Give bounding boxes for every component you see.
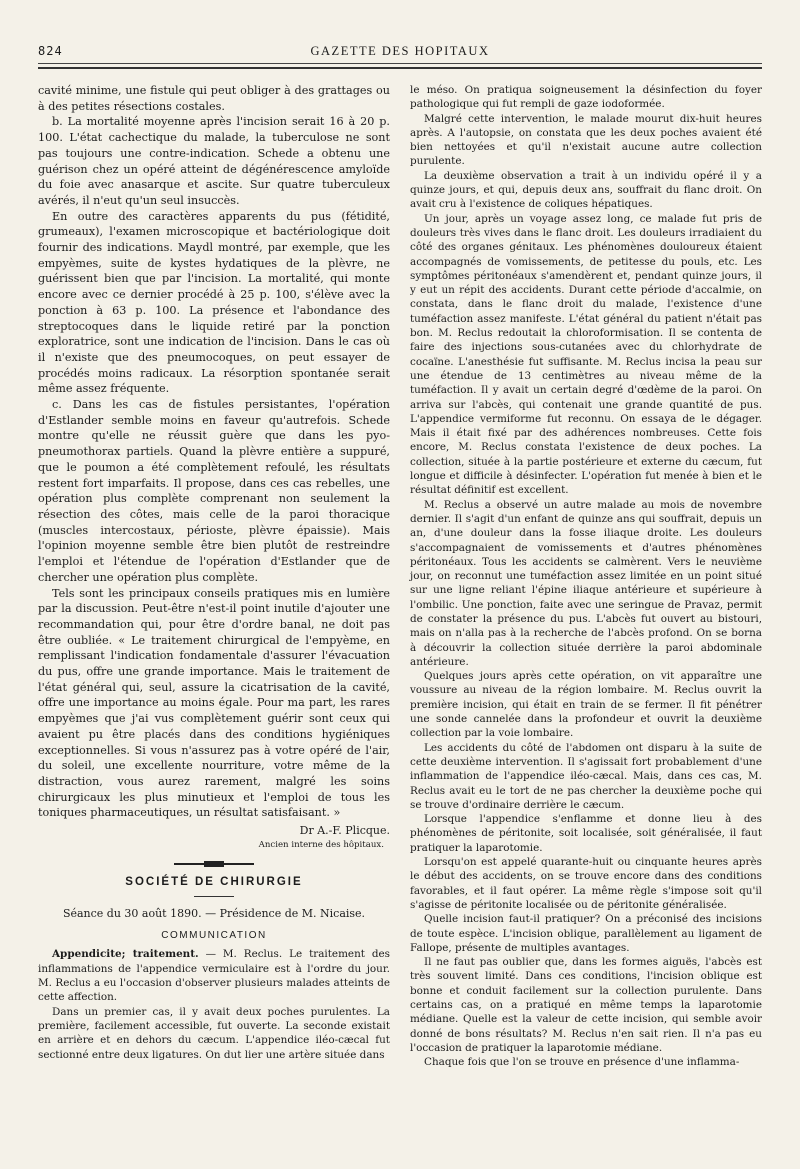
session-line: Séance du 30 août 1890. — Présidence de M. Nicaise. bbox=[62, 907, 366, 921]
author-signature bbox=[38, 823, 390, 851]
paragraph: Lorsque l'appendice s'enflamme et donne lieu à des phénomènes de péritonite, soit localisée, soit généralisée, il faut pratiquer la laparotomie. bbox=[410, 813, 762, 854]
paragraph: La deuxième observation a trait à un individu opéré il y a quinze jours, et qui, depuis deux ans, souffrait du flanc droit. On avait cru à l'existence de coliques hépatiques. bbox=[410, 169, 762, 211]
runin-text: Le traitement des inflammations de l'appendice vermiculaire est à l'ordre du jour. M. Reclus a eu l'occasion d'observer plusieurs malades atteints de cette affection. bbox=[38, 948, 390, 1004]
paragraph: Malgré cette intervention, le malade mourut dix-huit heures après. A l'autopsie, on constata que les deux poches avaient été bien nettoyées et qu'il n'existait aucune autre collection purulente. bbox=[410, 112, 762, 168]
paragraph: cavité minime, une fistule qui peut obliger à des grattages ou à des petites résections costales. bbox=[38, 84, 390, 113]
page-number: 824 bbox=[38, 44, 63, 58]
author-affiliation: Ancien interne des hôpitaux. bbox=[258, 839, 384, 850]
section-divider bbox=[174, 861, 254, 867]
journal-title: GAZETTE DES HOPITAUX bbox=[310, 44, 490, 58]
paragraph: Il ne faut pas oublier que, dans les formes aiguës, l'abcès est très souvent limité. Dans ces conditions, l'incision oblique est bonne et conduit facilement sur la collection purulente. Dans certains cas, on a pratiqué en même temps la laparotomie médiane. Quelle est la valeur de cette incision, qui semble avoir donné de bons résultats? M. Reclus n'en sait rien. Il n'a pas eu l'occasion de pratiquer la laparotomie médiane. bbox=[410, 956, 762, 1054]
running-head bbox=[38, 44, 762, 63]
paragraph-appendicite bbox=[38, 947, 390, 1004]
paragraph: En outre des caractères apparents du pus (fétidité, grumeaux), l'examen microscopique et bactériologique doit fournir des indications. Maydl montré, par exemple, que les empyèmes, suite de kystes hydatiques de la plèvre, ne guérissent bien que par l'incision. La mortalité, qui monte encore avec ce dernier procédé à 25 p. 100, s'élève avec la ponction à 63 p. 100. La présence et l'abondance des streptocoques dans le liquide retiré par la ponction exploratrice, sont une indication de l'incision. Dans le cas où il n'existe que des pneumocoques, on peut essayer de procédés moins radicaux. La résorption spontanée serait même assez fréquente. bbox=[38, 209, 390, 396]
paragraph: Chaque fois que l'on se trouve en présence d'une inflamma- bbox=[424, 1056, 740, 1069]
paragraph: Un jour, après un voyage assez long, ce malade fut pris de douleurs très vives dans le flanc droit. Les douleurs irradiaient du côté des organes génitaux. Les phénomènes douloureux étaient accompagnés de vomissements, de petitesse du pouls, etc. Les symptômes péritonéaux s'amendèrent et, pendant quinze jours, il y eut un répit des accidents. Durant cette période d'accalmie, on constata, dans le flanc droit du malade, l'existence d'une tuméfaction assez manifeste. L'état général du patient n'était pas bon. M. Reclus redoutait la chloroformisation. Il se contenta de faire des injections sous-cutanées avec du chlorhydrate de cocaïne. L'anesthésie fut suffisante. M. Reclus incisa la peau sur une étendue de 13 centimètres au niveau même de la tuméfaction. Il y avait un certain degré d'œdème de la paroi. On arriva sur l'abcès, qui contenait une grande quantité de pus. L'appendice vermiforme fut reconnu. On essaya de le dégager. Mais il était fixé par des adhérences nombreuses. Cette fois encore, M. Reclus constata l'existence de deux poches. La collection, située à la partie postérieure et externe du cæcum, fut longue et difficile à désinfecter. L'opération fut menée à bien et le résultat définitif est excellent. bbox=[410, 212, 762, 497]
paragraph: Tels sont les principaux conseils pratiques mis en lumière par la discussion. Peut-être n'est-il point inutile d'ajouter une recommandation qui, pour être d'ordre banal, ne doit pas être oubliée. « Le traitement chirurgical de l'empyème, en remplissant l'indication fondamentale d'assurer l'évacuation du pus, offre une grande importance. Mais le traitement de l'état général qui, seul, assure la cicatrisation de la cavité, offre une importance au moins égale. Pour ma part, les rares empyèmes que j'ai vus complètement guérir sont ceux qui avaient pu être placés dans des conditions hygiéniques exceptionnelles. Si vous n'assurez pas à votre opéré de l'air, du soleil, une excellente nourriture, votre même de la distraction, vous aurez rarement, malgré les soins chirurgicaux les plus minutieux et l'emploi de tous les toniques pharmaceutiques, un résultat satisfaisant. » bbox=[38, 586, 390, 820]
paragraph: b. La mortalité moyenne après l'incision serait 16 à 20 p. 100. L'état cachectique du malade, la tuberculose ne sont pas toujours une contre-indication. Schede a obtenu une guérison chez un opéré atteint de dégénérescence amyloïde du foie avec anasarque et ascite. Sur quatre tuberculeux avérés, il n'eut qu'un seul insuccès. bbox=[38, 115, 390, 207]
paragraph: Quelle incision faut-il pratiquer? On a préconisé des incisions de toute espèce. L'incision oblique, parallèlement au ligament de Fallope, présente de multiples avantages. bbox=[410, 913, 762, 954]
paragraph: M. Reclus a observé un autre malade au mois de novembre dernier. Il s'agit d'un enfant de quinze ans qui souffrait, depuis un an, d'une douleur dans la fosse iliaque droite. Les douleurs s'accompagnaient de vomissements et d'autres phénomènes péritonéaux. Tous les accidents se calmèrent. Vers le neuvième jour, on reconnut une tuméfaction assez limitée en un point situé sur une ligne reliant l'épine iliaque antérieure et supérieure à l'ombilic. Une ponction, faite avec une seringue de Pravaz, permit de constater la présence du pus. L'abcès fut ouvert au bistouri, mais on n'alla pas à la recherche de l'abcès profond. On se borna à découvrir la collection située derrière la paroi abdominale antérieure. bbox=[410, 498, 762, 668]
paragraph: Quelques jours après cette opération, on vit apparaître une voussure au niveau de la région lombaire. M. Reclus ouvrit la première incision, qui était en train de se fermer. Il fit pénétrer une sonde cannelée dans la profondeur et ouvrit la deuxième collection par la voie lombaire. bbox=[410, 670, 762, 740]
paragraph: Dans un premier cas, il y avait deux poches purulentes. La première, facilement accessible, fut ouverte. La seconde existait en arrière et en dehors du cæcum. L'appendice iléo-cæcal fut sectionné entre deux ligatures. On dut lier une artère située dans bbox=[38, 1005, 390, 1061]
paragraph: Lorsqu'on est appelé quarante-huit ou cinquante heures après le début des accidents, on se trouve encore dans des conditions favorables, et il faut opérer. La même règle s'impose soit qu'il s'agisse de péritonite localisée ou de péritonite généralisée. bbox=[410, 856, 762, 911]
header-rule bbox=[38, 63, 762, 64]
text-columns bbox=[38, 83, 762, 1143]
paragraph: Les accidents du côté de l'abdomen ont disparu à la suite de cette deuxième intervention. Il s'agissait fort probablement d'une inflammation de l'appendice iléo-cæcal. Mais, dans ces cas, M. Reclus avait eu le tort de ne pas chercher la deuxième poche qui se trouve d'ordinaire derrière le cæcum. bbox=[410, 741, 762, 811]
left-column bbox=[38, 83, 390, 1143]
runin-title: Appendicite; traitement. bbox=[52, 948, 199, 961]
author-name: Dr A.-F. Plicque. bbox=[299, 824, 390, 838]
section-heading: SOCIÉTÉ DE CHIRURGIE bbox=[125, 875, 303, 888]
communication-label: COMMUNICATION bbox=[161, 929, 267, 941]
right-column bbox=[410, 83, 762, 1143]
header-rule-thick bbox=[38, 67, 762, 69]
paragraph: le méso. On pratiqua soigneusement la désinfection du foyer pathologique qui fut rempli de gaze iodoformée. bbox=[410, 84, 762, 111]
runin-author: — M. Reclus. bbox=[205, 948, 283, 961]
paragraph: c. Dans les cas de fistules persistantes, l'opération d'Estlander semble moins en faveur qu'autrefois. Schede montre qu'elle ne réussit guère que dans les pyo-pneumothorax partiels. Quand la plèvre entière a suppuré, que le poumon a été complètement refoulé, les résultats restent fort imparfaits. Il propose, dans ces cas rebelles, une opération plus complète comprenant non seulement la résection des côtes, mais celle de la paroi thoracique (muscles intercostaux, périoste, plèvre épaissie). Mais l'opinion moyenne semble être bien plutôt de restreindre l'emploi et l'étendue de l'opération d'Estlander que de chercher une opération plus complète. bbox=[38, 398, 390, 584]
short-rule bbox=[194, 896, 234, 897]
